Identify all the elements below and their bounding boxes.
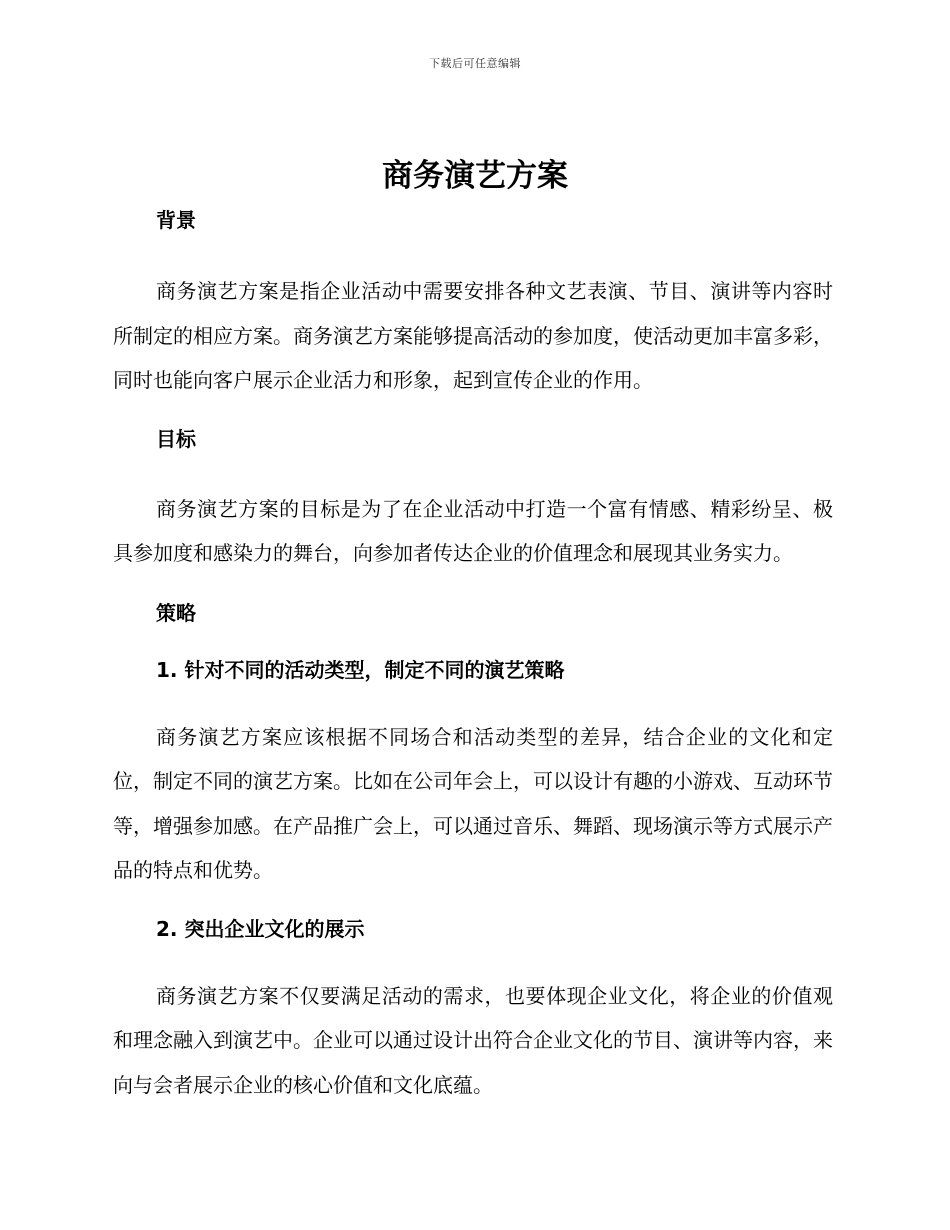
section-text-background: 商务演艺方案是指企业活动中需要安排各种文艺表演、节目、演讲等内容时所制定的相应方案。商务演艺方案能够提高活动的参加度，使活动更加丰富多彩，同时也能向客户展示企业活力和形象，起到宣传企业的作用。 — [113, 279, 833, 392]
strategy-item-text-2: 商务演艺方案不仅要满足活动的需求，也要体现企业文化，将企业的价值观和理念融入到演艺中。企业可以通过设计出符合企业文化的节目、演讲等内容，来向与会者展示企业的核心价值和文化底蕴。 — [113, 983, 833, 1097]
strategy-item-heading-2: 2. 突出企业文化的展示 — [156, 916, 365, 941]
section-heading-background: 背景 — [156, 208, 196, 232]
page-title: 商务演艺方案 — [382, 158, 568, 194]
section-text-goal: 商务演艺方案的目标是为了在企业活动中打造一个富有情感、精彩纷呈、极具参加度和感染力的舞台，向参加者传达企业的价值理念和展现其业务实力。 — [113, 496, 833, 565]
strategy-item-heading-1: 1. 针对不同的活动类型，制定不同的演艺策略 — [156, 657, 565, 682]
document-body — [113, 205, 833, 1107]
section-heading-goal: 目标 — [156, 426, 196, 451]
strategy-item-text-1: 商务演艺方案应该根据不同场合和活动类型的差异，结合企业的文化和定位，制定不同的演艺方案。比如在公司年会上，可以设计有趣的小游戏、互动环节等，增强参加感。在产品推广会上，可以通过音乐、舞蹈、现场演示等方式展示产品的特点和优势。 — [113, 724, 833, 882]
header-note: 下载后可任意编辑 — [429, 57, 521, 70]
section-heading-strategy: 策略 — [156, 600, 196, 625]
